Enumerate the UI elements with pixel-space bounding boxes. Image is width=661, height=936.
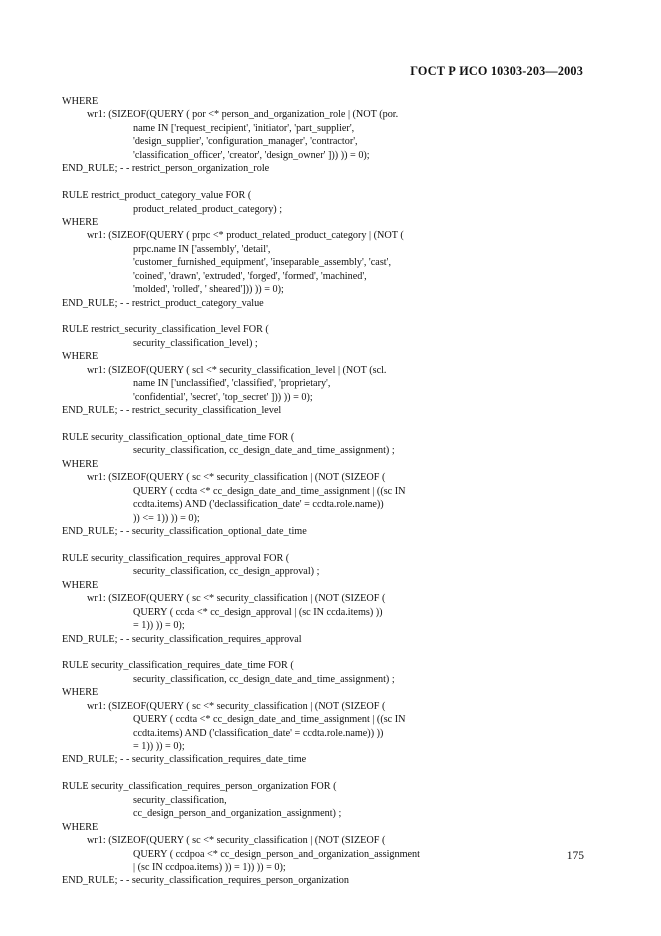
code-line: END_RULE; - - restrict_security_classification_level bbox=[62, 405, 282, 417]
code-line: wr1: (SIZEOF(QUERY ( prpc <* product_related_product_category | (NOT ( bbox=[87, 230, 404, 242]
code-line: security_classification_level) ; bbox=[133, 337, 258, 349]
code-line: 'coined', 'drawn', 'extruded', 'forged', 'formed', 'machined', bbox=[133, 270, 367, 282]
code-line: 'molded', 'rolled', ' sheared'])) )) = 0); bbox=[133, 284, 284, 296]
code-line: WHERE bbox=[62, 821, 99, 833]
code-line: wr1: (SIZEOF(QUERY ( sc <* security_classification | (NOT (SIZEOF ( bbox=[87, 593, 386, 605]
code-line: QUERY ( ccdpoa <* cc_design_person_and_organization_assignment bbox=[133, 848, 420, 860]
block-separator bbox=[62, 538, 621, 551]
rule-block bbox=[62, 780, 621, 888]
rule-block bbox=[62, 189, 621, 310]
code-line: END_RULE; - - security_classification_requires_date_time bbox=[62, 754, 307, 766]
code-line: = 1)) )) = 0); bbox=[133, 620, 185, 632]
block-separator bbox=[62, 646, 621, 659]
code-line: RULE restrict_product_category_value FOR ( bbox=[62, 190, 252, 202]
code-line: ccdta.items) AND ('declassification_date' = ccdta.role.name)) bbox=[133, 499, 384, 511]
code-line: WHERE bbox=[62, 579, 99, 591]
code-line: security_classification, bbox=[133, 794, 227, 806]
code-line: wr1: (SIZEOF(QUERY ( scl <* security_classification_level | (NOT (scl. bbox=[87, 364, 387, 376]
block-separator bbox=[62, 767, 621, 780]
code-line: wr1: (SIZEOF(QUERY ( sc <* security_classification | (NOT (SIZEOF ( bbox=[87, 472, 386, 484]
code-line: WHERE bbox=[62, 458, 99, 470]
code-line: wr1: (SIZEOF(QUERY ( por <* person_and_organization_role | (NOT (por. bbox=[87, 109, 399, 121]
code-line: security_classification, cc_design_approval) ; bbox=[133, 566, 320, 578]
code-line: END_RULE; - - security_classification_requires_approval bbox=[62, 633, 302, 645]
code-line: = 1)) )) = 0); bbox=[133, 741, 185, 752]
code-line: END_RULE; - - security_classification_requires_person_organization bbox=[62, 875, 349, 887]
code-line: QUERY ( ccda <* cc_design_approval | (sc IN ccda.items) )) bbox=[133, 606, 383, 618]
block-separator bbox=[62, 418, 621, 431]
code-line: QUERY ( ccdta <* cc_design_date_and_time_assignment | ((sc IN bbox=[133, 485, 406, 497]
code-line: RULE security_classification_requires_approval FOR ( bbox=[62, 552, 290, 564]
code-line: RULE security_classification_requires_date_time FOR ( bbox=[62, 660, 294, 672]
code-line: ccdta.items) AND ('classification_date' = ccdta.role.name)) )) bbox=[133, 727, 384, 739]
code-line: security_classification, cc_design_date_and_time_assignment) ; bbox=[133, 445, 395, 457]
rule-block bbox=[62, 552, 621, 646]
code-line: wr1: (SIZEOF(QUERY ( sc <* security_classification | (NOT (SIZEOF ( bbox=[87, 835, 386, 847]
code-line: prpc.name IN ['assembly', 'detail', bbox=[133, 243, 271, 255]
code-line: RULE restrict_security_classification_level FOR ( bbox=[62, 324, 269, 336]
code-listing bbox=[62, 95, 621, 888]
code-line: name IN ['unclassified', 'classified', 'proprietary', bbox=[133, 378, 331, 390]
rule-block bbox=[62, 95, 621, 176]
code-line: WHERE bbox=[62, 351, 99, 363]
page-number: 175 bbox=[566, 850, 584, 862]
code-line: security_classification, cc_design_date_and_time_assignment) ; bbox=[133, 673, 395, 685]
code-line: | (sc IN ccdpoa.items) )) = 1)) )) = 0); bbox=[133, 861, 286, 873]
code-line: cc_design_person_and_organization_assignment) ; bbox=[133, 808, 342, 820]
rule-block bbox=[62, 431, 621, 539]
code-line: WHERE bbox=[62, 687, 99, 699]
page-header: ГОСТ Р ИСО 10303-203—2003 bbox=[410, 64, 583, 78]
code-line: END_RULE; - - security_classification_optional_date_time bbox=[62, 526, 307, 537]
code-line: QUERY ( ccdta <* cc_design_date_and_time_assignment | ((sc IN bbox=[133, 714, 406, 726]
code-line: )) <= 1)) )) = 0); bbox=[133, 512, 200, 524]
rule-block bbox=[62, 323, 621, 417]
code-line: WHERE bbox=[62, 216, 99, 228]
code-line: RULE security_classification_optional_date_time FOR ( bbox=[62, 431, 295, 443]
code-line: product_related_product_category) ; bbox=[133, 203, 283, 215]
code-line: RULE security_classification_requires_person_organization FOR ( bbox=[62, 781, 337, 793]
code-line: wr1: (SIZEOF(QUERY ( sc <* security_classification | (NOT (SIZEOF ( bbox=[87, 700, 386, 712]
code-line: WHERE bbox=[62, 96, 99, 107]
code-line: 'design_supplier', 'configuration_manager', 'contractor', bbox=[133, 136, 358, 148]
code-line: 'classification_officer', 'creator', 'design_owner' ])) )) = 0); bbox=[133, 149, 370, 161]
code-line: name IN ['request_recipient', 'initiator', 'part_supplier', bbox=[133, 122, 355, 134]
code-line: END_RULE; - - restrict_person_organization_role bbox=[62, 163, 270, 175]
code-line: 'confidential', 'secret', 'top_secret' ])) )) = 0); bbox=[133, 391, 313, 403]
block-separator bbox=[62, 176, 621, 189]
block-separator bbox=[62, 310, 621, 323]
rule-block bbox=[62, 659, 621, 767]
code-line: 'customer_furnished_equipment', 'inseparable_assembly', 'cast', bbox=[133, 257, 391, 269]
code-line: END_RULE; - - restrict_product_category_value bbox=[62, 297, 264, 309]
